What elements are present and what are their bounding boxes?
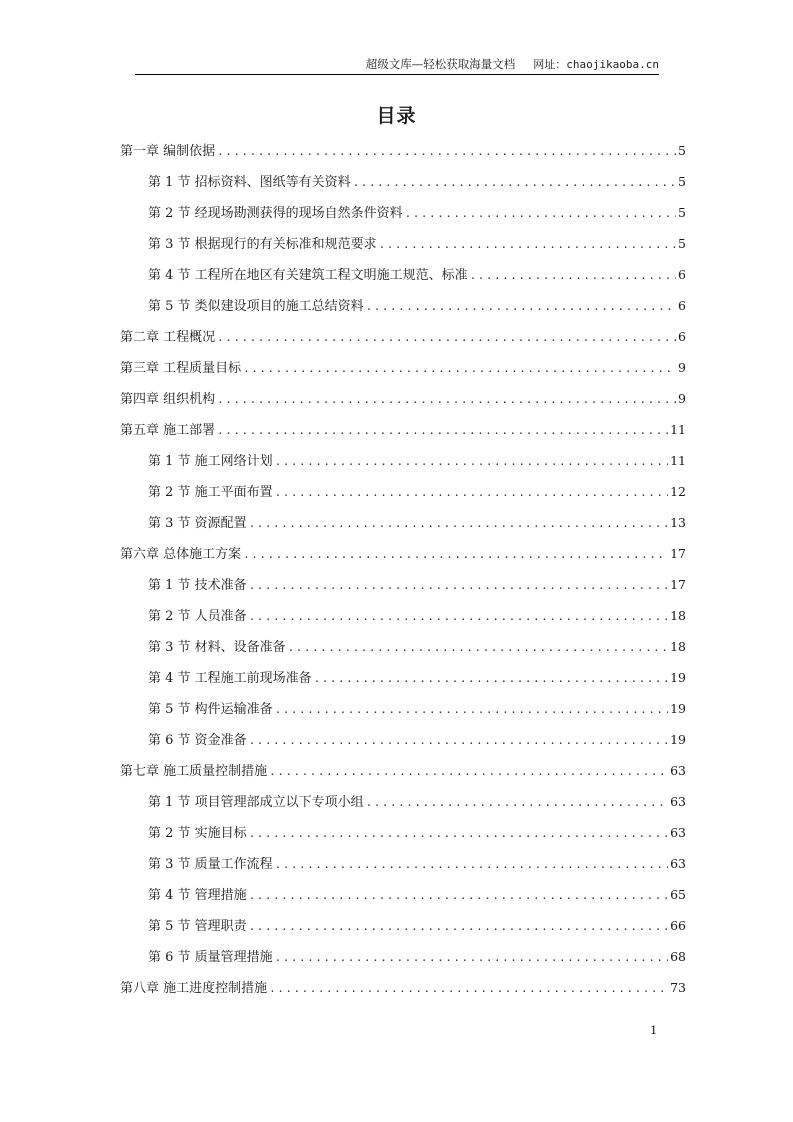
dot-leader — [249, 734, 668, 747]
toc-entry[interactable] — [120, 977, 686, 1008]
toc-entry-text: 第 2 节 施工平面布置 — [148, 485, 273, 500]
toc-entry[interactable] — [120, 791, 686, 822]
toc-entry-page: 6 — [678, 298, 686, 313]
dot-leader — [269, 982, 668, 995]
toc-entry-text: 第 2 节 人员准备 — [148, 609, 247, 624]
toc-entry[interactable] — [120, 543, 686, 574]
toc-entry-text: 第 2 节 经现场勘测获得的现场自然条件资料 — [148, 206, 403, 221]
toc-entry-page: 11 — [670, 422, 686, 437]
dot-leader — [314, 672, 668, 685]
toc-entry[interactable] — [120, 915, 686, 946]
toc-entry-text: 第 2 节 实施目标 — [148, 826, 247, 841]
header-url: 网址：chaojikaoba.cn — [533, 58, 659, 71]
toc-entry-text: 第五章 施工部署 — [120, 423, 216, 438]
dot-leader — [379, 238, 676, 251]
toc-entry-page: 19 — [670, 732, 686, 747]
dot-leader — [249, 920, 668, 933]
toc-entry-page: 11 — [670, 453, 686, 468]
toc-entry-text: 第 6 节 资金准备 — [148, 733, 247, 748]
toc-entry[interactable] — [120, 481, 686, 512]
toc-entry[interactable] — [120, 605, 686, 636]
toc-entry[interactable] — [120, 822, 686, 853]
toc-entry-text: 第 5 节 类似建设项目的施工总结资料 — [148, 299, 364, 314]
toc-entry-text: 第 3 节 资源配置 — [148, 516, 247, 531]
toc-entry-text: 第 1 节 技术准备 — [148, 578, 247, 593]
header-site-name: 超级文库—轻松获取海量文档 — [365, 57, 516, 71]
toc-entry[interactable] — [120, 729, 686, 760]
toc-entry-page: 5 — [678, 143, 686, 158]
dot-leader — [269, 765, 668, 778]
toc-entry-page: 12 — [670, 484, 686, 499]
toc-entry-page: 17 — [670, 577, 686, 592]
toc-entry-page: 6 — [678, 329, 686, 344]
toc-entry-text: 第二章 工程概况 — [120, 330, 216, 345]
toc-entry-page: 68 — [670, 949, 686, 964]
toc-entry-page: 9 — [678, 360, 686, 375]
toc-entry-page: 63 — [670, 856, 686, 871]
toc-entry-text: 第七章 施工质量控制措施 — [120, 764, 268, 779]
toc-entry[interactable] — [120, 853, 686, 884]
toc-entry-text: 第四章 组织机构 — [120, 392, 216, 407]
dot-leader — [217, 393, 676, 406]
dot-leader — [366, 300, 676, 313]
table-of-contents — [120, 140, 686, 1008]
dot-leader — [249, 889, 668, 902]
toc-entry[interactable] — [120, 667, 686, 698]
toc-entry[interactable] — [120, 946, 686, 977]
toc-entry-text: 第 4 节 管理措施 — [148, 888, 247, 903]
toc-entry[interactable] — [120, 295, 686, 326]
toc-entry[interactable] — [120, 419, 686, 450]
dot-leader — [249, 610, 668, 623]
dot-leader — [353, 176, 676, 189]
header-divider — [135, 74, 659, 75]
toc-entry-page: 63 — [670, 825, 686, 840]
toc-entry-text: 第 3 节 根据现行的有关标准和规范要求 — [148, 237, 377, 252]
dot-leader — [275, 703, 668, 716]
dot-leader — [249, 579, 668, 592]
toc-entry-text: 第 4 节 工程施工前现场准备 — [148, 671, 312, 686]
dot-leader — [275, 486, 668, 499]
page-header — [135, 56, 659, 72]
toc-entry-text: 第六章 总体施工方案 — [120, 547, 242, 562]
toc-entry-page: 63 — [670, 794, 686, 809]
dot-leader — [366, 796, 668, 809]
toc-entry-text: 第 4 节 工程所在地区有关建筑工程文明施工规范、标准 — [148, 268, 468, 283]
toc-entry[interactable] — [120, 171, 686, 202]
toc-entry[interactable] — [120, 760, 686, 791]
toc-entry-page: 65 — [670, 887, 686, 902]
toc-entry-page: 6 — [678, 267, 686, 282]
toc-entry[interactable] — [120, 326, 686, 357]
toc-entry-page: 5 — [678, 205, 686, 220]
toc-entry[interactable] — [120, 450, 686, 481]
dot-leader — [243, 548, 668, 561]
toc-entry-page: 9 — [678, 391, 686, 406]
toc-entry-text: 第 1 节 施工网络计划 — [148, 454, 273, 469]
toc-entry[interactable] — [120, 388, 686, 419]
toc-entry-text: 第 3 节 质量工作流程 — [148, 857, 273, 872]
dot-leader — [217, 331, 676, 344]
toc-entry[interactable] — [120, 202, 686, 233]
page-number: 1 — [650, 1023, 658, 1037]
toc-entry[interactable] — [120, 636, 686, 667]
toc-entry-page: 5 — [678, 174, 686, 189]
toc-entry[interactable] — [120, 264, 686, 295]
toc-entry-page: 13 — [670, 515, 686, 530]
toc-entry-page: 63 — [670, 763, 686, 778]
dot-leader — [288, 641, 668, 654]
toc-entry-page: 18 — [670, 608, 686, 623]
dot-leader — [217, 424, 668, 437]
toc-entry-page: 73 — [670, 980, 686, 995]
toc-entry-text: 第 5 节 构件运输准备 — [148, 702, 273, 717]
dot-leader — [275, 858, 668, 871]
toc-entry-text: 第三章 工程质量目标 — [120, 361, 242, 376]
toc-entry-page: 19 — [670, 701, 686, 716]
toc-entry-text: 第一章 编制依据 — [120, 144, 216, 159]
toc-entry-text: 第 1 节 招标资料、图纸等有关资料 — [148, 175, 351, 190]
dot-leader — [249, 827, 668, 840]
toc-title: 目录 — [376, 105, 417, 127]
toc-entry-page: 17 — [670, 546, 686, 561]
toc-entry[interactable] — [120, 233, 686, 264]
toc-entry-text: 第八章 施工进度控制措施 — [120, 981, 268, 996]
toc-entry[interactable] — [120, 140, 686, 171]
toc-entry[interactable] — [120, 698, 686, 729]
toc-entry[interactable] — [120, 512, 686, 543]
toc-entry-page: 19 — [670, 670, 686, 685]
toc-entry-page: 66 — [670, 918, 686, 933]
toc-entry[interactable] — [120, 357, 686, 388]
dot-leader — [470, 269, 676, 282]
dot-leader — [217, 145, 676, 158]
toc-entry[interactable] — [120, 884, 686, 915]
toc-entry-text: 第 1 节 项目管理部成立以下专项小组 — [148, 795, 364, 810]
toc-entry-text: 第 3 节 材料、设备准备 — [148, 640, 286, 655]
dot-leader — [275, 455, 668, 468]
toc-entry-page: 18 — [670, 639, 686, 654]
dot-leader — [249, 517, 668, 530]
dot-leader — [275, 951, 668, 964]
dot-leader — [405, 207, 676, 220]
toc-entry-text: 第 5 节 管理职责 — [148, 919, 247, 934]
toc-entry[interactable] — [120, 574, 686, 605]
dot-leader — [243, 362, 676, 375]
toc-entry-page: 5 — [678, 236, 686, 251]
toc-entry-text: 第 6 节 质量管理措施 — [148, 950, 273, 965]
